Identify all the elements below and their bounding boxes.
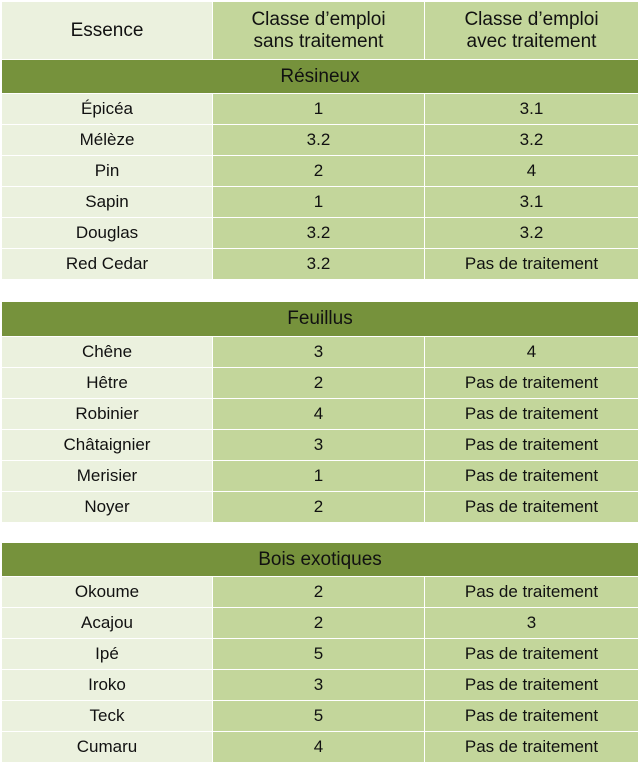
section-title-resineux xyxy=(2,60,638,94)
header-sans-traitement xyxy=(213,2,425,59)
essence-cell-text: Cumaru xyxy=(76,737,138,756)
essence-cell-text: Acajou xyxy=(81,613,133,632)
table-row xyxy=(2,461,638,492)
sans-traitement-cell xyxy=(213,430,425,460)
sans-traitement-cell xyxy=(213,337,425,367)
sans-traitement-cell xyxy=(213,492,425,522)
avec-traitement-cell xyxy=(425,461,638,491)
avec-traitement-cell-text: 3.1 xyxy=(519,192,544,211)
table-row xyxy=(2,732,638,763)
table-row xyxy=(2,218,638,249)
avec-traitement-cell xyxy=(425,608,638,638)
essence-cell xyxy=(2,187,213,217)
essence-cell xyxy=(2,461,213,491)
sans-traitement-cell xyxy=(213,732,425,762)
avec-traitement-cell-text: Pas de traitement xyxy=(464,466,599,485)
essence-cell xyxy=(2,492,213,522)
essence-cell xyxy=(2,368,213,398)
sans-traitement-cell-text: 3.2 xyxy=(306,254,331,273)
essence-cell-text: Mélèze xyxy=(79,130,135,149)
table-row xyxy=(2,94,638,125)
table-row xyxy=(2,577,638,608)
avec-traitement-cell xyxy=(425,337,638,367)
section-title-feuillus xyxy=(2,302,638,337)
avec-traitement-cell xyxy=(425,732,638,762)
essence-cell xyxy=(2,337,213,367)
sans-traitement-cell-text: 2 xyxy=(313,161,324,180)
bois-exotiques-table xyxy=(2,543,638,763)
header-sans-line1: Classe d’emploi xyxy=(251,8,386,30)
essence-cell xyxy=(2,399,213,429)
resineux-table xyxy=(2,2,638,280)
essence-cell xyxy=(2,156,213,186)
header-avec-line2: avec traitement xyxy=(466,30,597,52)
avec-traitement-cell xyxy=(425,156,638,186)
avec-traitement-cell-text: Pas de traitement xyxy=(464,644,599,663)
essence-cell xyxy=(2,249,213,279)
table-row xyxy=(2,337,638,368)
essence-cell xyxy=(2,701,213,731)
avec-traitement-cell-text: Pas de traitement xyxy=(464,404,599,423)
header-essence xyxy=(2,2,213,59)
table-row xyxy=(2,249,638,280)
essence-cell-text: Red Cedar xyxy=(65,254,149,273)
header-avec-line1: Classe d’emploi xyxy=(464,8,599,30)
sans-traitement-cell xyxy=(213,461,425,491)
essence-cell-text: Châtaignier xyxy=(63,435,151,454)
essence-cell-text: Épicéa xyxy=(81,99,133,118)
section-title-label: Bois exotiques xyxy=(258,548,382,570)
essence-cell-text: Merisier xyxy=(76,466,138,485)
avec-traitement-cell xyxy=(425,577,638,607)
header-essence-label: Essence xyxy=(70,19,144,41)
avec-traitement-cell-text: Pas de traitement xyxy=(464,706,599,725)
sans-traitement-cell-text: 3 xyxy=(313,342,324,361)
table-row xyxy=(2,608,638,639)
sans-traitement-cell-text: 5 xyxy=(313,644,324,663)
table-row xyxy=(2,156,638,187)
sans-traitement-cell-text: 2 xyxy=(313,497,324,516)
avec-traitement-cell xyxy=(425,218,638,248)
sans-traitement-cell-text: 1 xyxy=(313,192,324,211)
sans-traitement-cell xyxy=(213,701,425,731)
avec-traitement-cell-text: Pas de traitement xyxy=(464,497,599,516)
essence-cell-text: Iroko xyxy=(88,675,126,694)
essence-cell-text: Pin xyxy=(94,161,120,180)
essence-cell xyxy=(2,577,213,607)
avec-traitement-cell-text: Pas de traitement xyxy=(464,254,599,273)
essence-cell xyxy=(2,670,213,700)
sans-traitement-cell-text: 3.2 xyxy=(306,130,331,149)
avec-traitement-cell xyxy=(425,701,638,731)
essence-cell xyxy=(2,218,213,248)
sans-traitement-cell xyxy=(213,94,425,124)
essence-cell-text: Teck xyxy=(89,706,125,725)
essence-cell xyxy=(2,639,213,669)
sans-traitement-cell xyxy=(213,639,425,669)
avec-traitement-cell-text: 4 xyxy=(526,342,537,361)
essence-cell-text: Noyer xyxy=(84,497,130,516)
sans-traitement-cell xyxy=(213,577,425,607)
avec-traitement-cell-text: 3 xyxy=(526,613,537,632)
avec-traitement-cell-text: Pas de traitement xyxy=(464,373,599,392)
essence-cell xyxy=(2,125,213,155)
sans-traitement-cell-text: 5 xyxy=(313,706,324,725)
avec-traitement-cell-text: Pas de traitement xyxy=(464,675,599,694)
avec-traitement-cell xyxy=(425,639,638,669)
avec-traitement-cell xyxy=(425,94,638,124)
avec-traitement-cell xyxy=(425,125,638,155)
sans-traitement-cell xyxy=(213,608,425,638)
table-row xyxy=(2,701,638,732)
sans-traitement-cell-text: 4 xyxy=(313,737,324,756)
sans-traitement-cell xyxy=(213,187,425,217)
avec-traitement-cell-text: 3.2 xyxy=(519,130,544,149)
sans-traitement-cell xyxy=(213,156,425,186)
table-row xyxy=(2,430,638,461)
table-row xyxy=(2,125,638,156)
sans-traitement-cell xyxy=(213,368,425,398)
essence-cell xyxy=(2,94,213,124)
sans-traitement-cell-text: 2 xyxy=(313,582,324,601)
avec-traitement-cell-text: 3.1 xyxy=(519,99,544,118)
essence-cell xyxy=(2,608,213,638)
avec-traitement-cell-text: Pas de traitement xyxy=(464,435,599,454)
avec-traitement-cell xyxy=(425,187,638,217)
table-row xyxy=(2,670,638,701)
sans-traitement-cell-text: 2 xyxy=(313,613,324,632)
sans-traitement-cell-text: 3.2 xyxy=(306,223,331,242)
sans-traitement-cell-text: 2 xyxy=(313,373,324,392)
sans-traitement-cell-text: 4 xyxy=(313,404,324,423)
feuillus-table xyxy=(2,302,638,523)
essence-cell-text: Robinier xyxy=(75,404,139,423)
essence-cell-text: Ipé xyxy=(95,644,119,663)
table-row xyxy=(2,399,638,430)
avec-traitement-cell xyxy=(425,368,638,398)
avec-traitement-cell-text: 3.2 xyxy=(519,223,544,242)
avec-traitement-cell xyxy=(425,670,638,700)
avec-traitement-cell-text: 4 xyxy=(526,161,537,180)
sans-traitement-cell-text: 3 xyxy=(313,675,324,694)
table-row xyxy=(2,368,638,399)
avec-traitement-cell xyxy=(425,492,638,522)
avec-traitement-cell xyxy=(425,399,638,429)
essence-cell xyxy=(2,732,213,762)
avec-traitement-cell xyxy=(425,430,638,460)
section-title-bois-exotiques xyxy=(2,543,638,577)
sans-traitement-cell xyxy=(213,399,425,429)
avec-traitement-cell xyxy=(425,249,638,279)
sans-traitement-cell-text: 3 xyxy=(313,435,324,454)
sans-traitement-cell-text: 1 xyxy=(313,99,324,118)
sans-traitement-cell xyxy=(213,670,425,700)
sans-traitement-cell xyxy=(213,125,425,155)
section-title-label: Feuillus xyxy=(287,308,353,329)
table-row xyxy=(2,492,638,523)
table-row xyxy=(2,187,638,218)
sans-traitement-cell-text: 1 xyxy=(313,466,324,485)
essence-cell-text: Chêne xyxy=(81,342,133,361)
essence-cell-text: Sapin xyxy=(85,192,129,211)
essence-cell-text: Okoume xyxy=(74,582,140,601)
table-row xyxy=(2,639,638,670)
sans-traitement-cell xyxy=(213,249,425,279)
essence-cell-text: Douglas xyxy=(75,223,139,242)
avec-traitement-cell-text: Pas de traitement xyxy=(464,582,599,601)
avec-traitement-cell-text: Pas de traitement xyxy=(464,737,599,756)
essence-cell-text: Hêtre xyxy=(86,373,128,392)
header-sans-line2: sans traitement xyxy=(253,30,384,52)
section-title-label: Résineux xyxy=(280,65,360,87)
essence-cell xyxy=(2,430,213,460)
sans-traitement-cell xyxy=(213,218,425,248)
table-header-row xyxy=(2,2,638,60)
header-avec-traitement xyxy=(425,2,638,59)
